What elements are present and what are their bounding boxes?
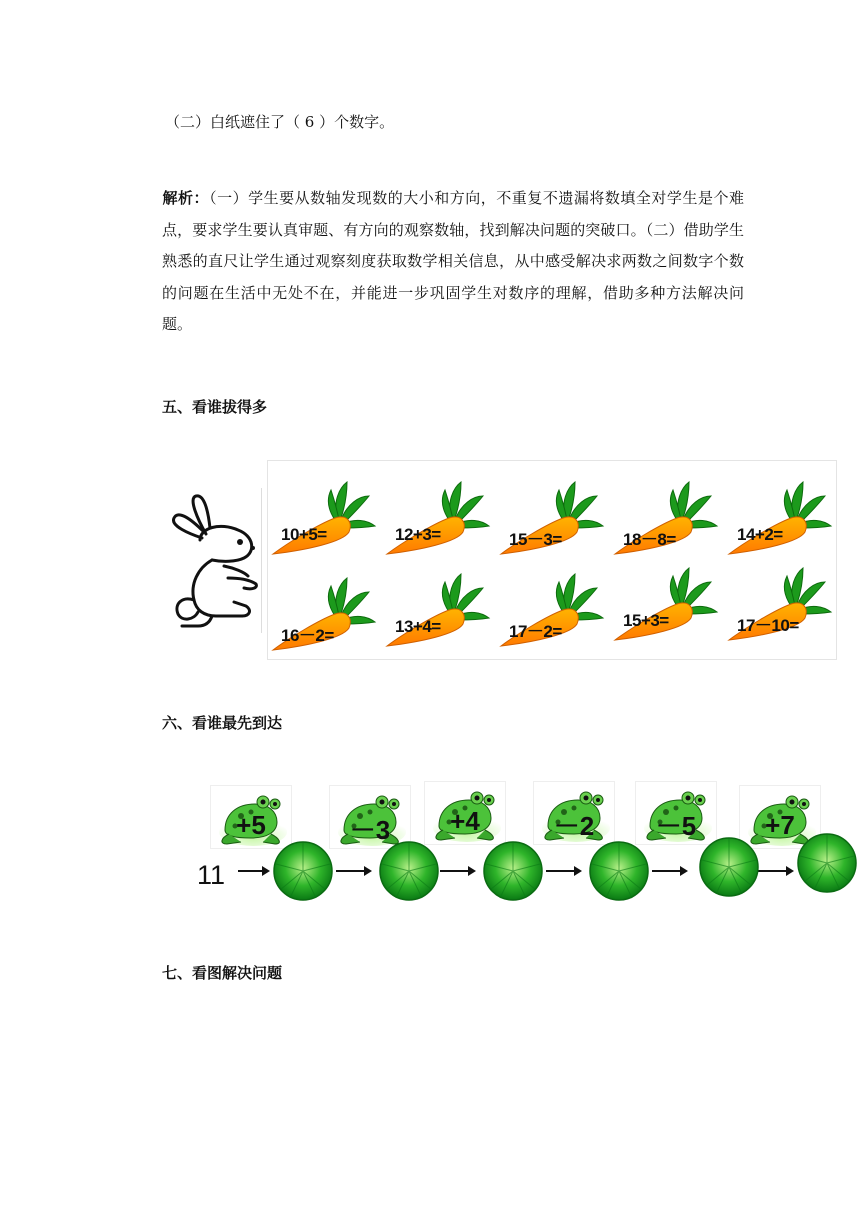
- frog-card: [211, 786, 291, 848]
- rabbit-icon: [160, 488, 261, 633]
- carrot-item: [267, 478, 377, 560]
- carrot-equation: 17－2=: [509, 622, 562, 641]
- carrot-equation: 10+5=: [281, 525, 327, 544]
- lily-pad-icon: [378, 840, 440, 902]
- carrot-equation: 15+3=: [623, 611, 669, 630]
- carrot-equation: 16－2=: [281, 626, 334, 645]
- carrot-equation: 13+4=: [395, 617, 441, 636]
- lily-pad: [272, 840, 334, 902]
- frog-operation: －3: [349, 815, 391, 845]
- frog-operation: －2: [553, 811, 595, 841]
- frog-card: [330, 786, 410, 848]
- frog-card: [636, 782, 716, 844]
- frog-operation: －5: [655, 811, 697, 841]
- path-arrow: [652, 870, 686, 872]
- analysis-paragraph: [162, 183, 744, 341]
- section5-heading: 五、看谁拔得多: [162, 398, 268, 416]
- lily-pad-icon: [698, 836, 760, 898]
- start-number: 11: [197, 860, 226, 890]
- carrot-equation: 17－10=: [737, 616, 799, 635]
- carrot-item: [723, 478, 833, 560]
- rabbit-image: [160, 488, 262, 633]
- frog-operation: +7: [765, 810, 795, 840]
- lily-pad-icon: [482, 840, 544, 902]
- path-arrow: [440, 870, 474, 872]
- lily-pad: [588, 840, 650, 902]
- carrot-icon: [381, 570, 491, 652]
- path-arrow: [546, 870, 580, 872]
- analysis-text: （一）学生要从数轴发现数的大小和方向，不重复不遗漏将数填全对学生是个难点，要求学生要认真审题、有方向的观察数轴，找到解决问题的突破口。（二）借助学生熟悉的直尺让学生通过观察刻度获取数学相关信息，从中感受解决求两数之间数字个数的问题在生活中无处不在，并能进一步巩固学生对数序的理解，借助多种方法解决问题。: [162, 189, 744, 333]
- path-arrow: [758, 870, 792, 872]
- lily-pad: [378, 840, 440, 902]
- carrot-equation: 12+3=: [395, 525, 441, 544]
- path-arrow: [238, 870, 268, 872]
- part2-answer-line: （二）白纸遮住了（ 6 ）个数字。: [165, 113, 395, 131]
- frog-card: [534, 782, 614, 844]
- carrot-icon: [609, 564, 719, 646]
- carrot-item: [495, 570, 605, 652]
- lily-pad: [698, 836, 760, 898]
- path-arrow: [336, 870, 370, 872]
- frog-operation: +5: [236, 810, 266, 840]
- lily-pad: [482, 840, 544, 902]
- carrot-item: [381, 570, 491, 652]
- carrot-item: [723, 564, 833, 646]
- carrot-equation: 15－3=: [509, 530, 562, 549]
- frog-card: [425, 782, 505, 844]
- carrot-item: [609, 564, 719, 646]
- section7-heading: 七、看图解决问题: [162, 964, 283, 982]
- carrot-item: [267, 574, 377, 656]
- lily-pad-icon: [796, 832, 858, 894]
- carrot-equation: 18－8=: [623, 530, 676, 549]
- carrot-equation: 14+2=: [737, 525, 783, 544]
- carrot-panel: [267, 460, 837, 660]
- carrot-icon: [723, 478, 833, 560]
- lily-pad-icon: [588, 840, 650, 902]
- carrot-item: [609, 478, 719, 560]
- carrot-icon: [267, 478, 377, 560]
- frog-operation: +4: [450, 806, 480, 836]
- lily-pad: [796, 832, 858, 894]
- carrot-item: [495, 478, 605, 560]
- analysis-label: 解析：: [162, 189, 210, 207]
- carrot-item: [381, 478, 491, 560]
- lily-pad-icon: [272, 840, 334, 902]
- section6-heading: 六、看谁最先到达: [162, 714, 283, 732]
- carrot-icon: [381, 478, 491, 560]
